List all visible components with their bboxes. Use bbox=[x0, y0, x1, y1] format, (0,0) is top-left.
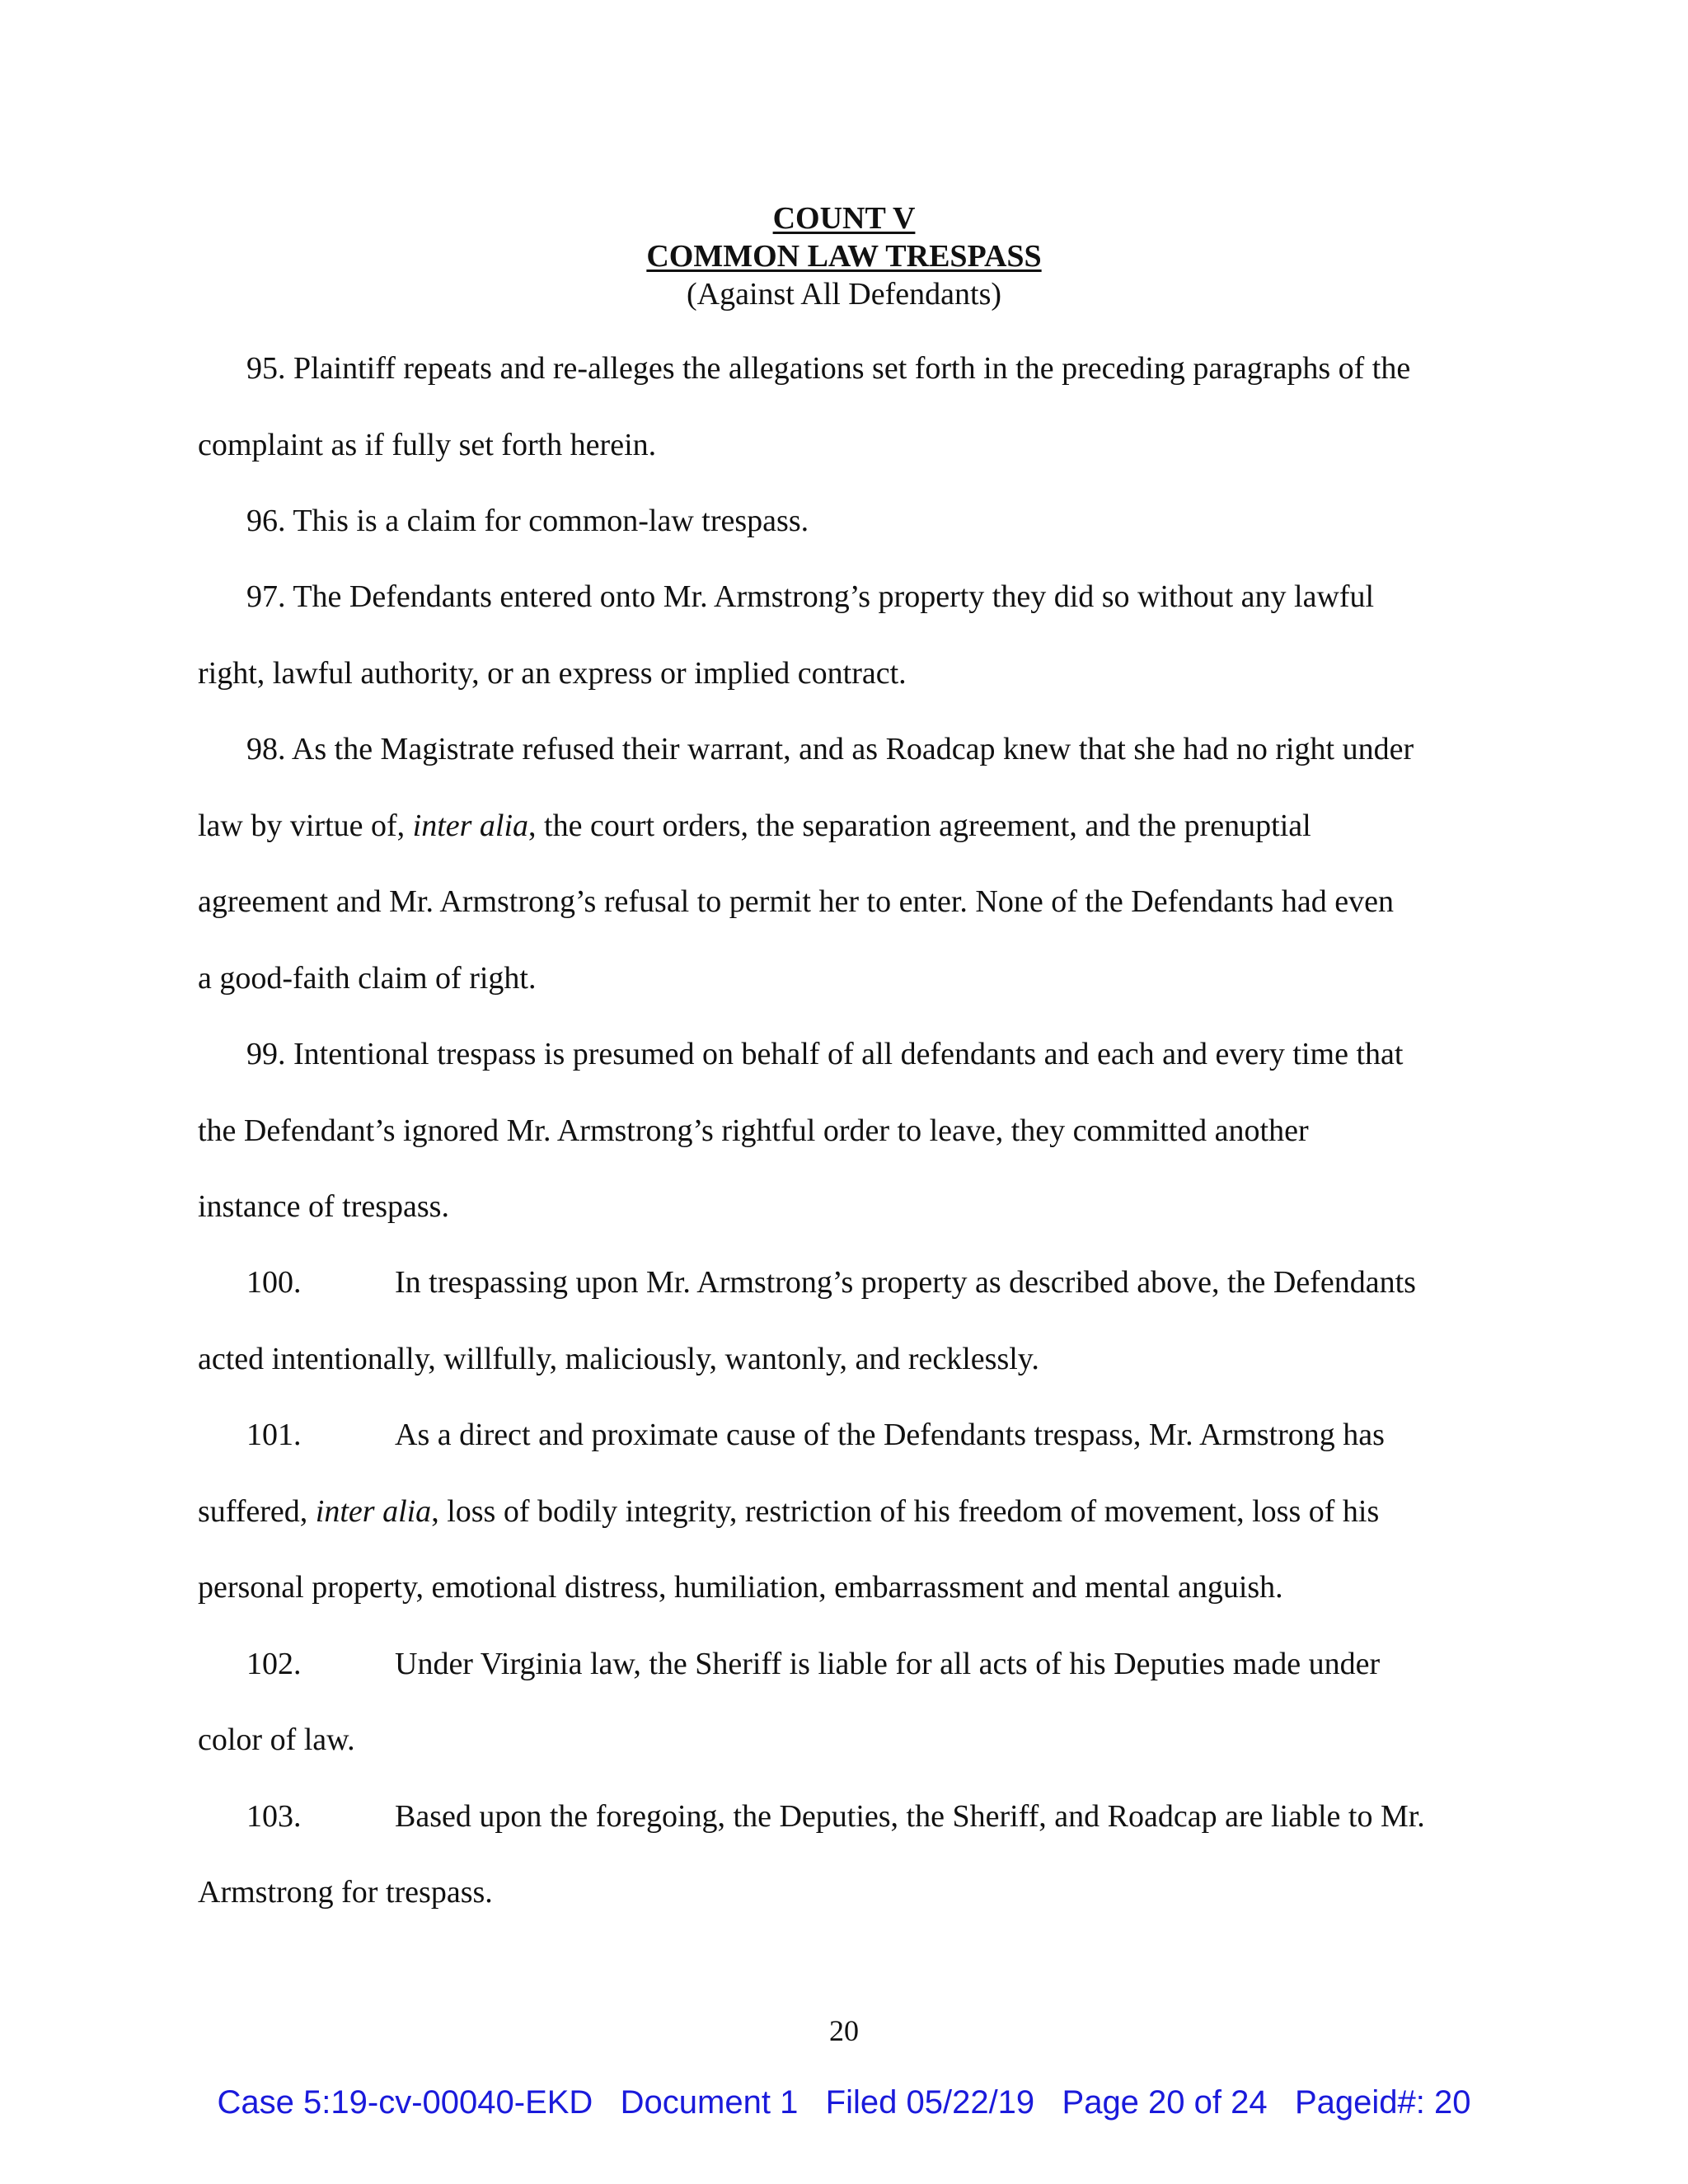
paragraph-100-line-2: acted intentionally, willfully, maliciously, wantonly, and recklessly. bbox=[198, 1342, 1039, 1376]
paragraph-101-italic-phrase: inter alia bbox=[315, 1494, 432, 1529]
paragraph-101-line-2-end: , loss of bodily integrity, restriction of his freedom of movement, loss of his bbox=[431, 1494, 1380, 1529]
paragraph-99-line-1: 99. Intentional trespass is presumed on behalf of all defendants and each and every time that bbox=[246, 1037, 1404, 1071]
paragraph-96-line-1: 96. This is a claim for common-law trespass. bbox=[246, 504, 809, 538]
paragraph-100-number: 100. bbox=[246, 1265, 302, 1300]
paragraph-101-number: 101. bbox=[246, 1418, 302, 1452]
paragraph-101-line-2-start: suffered, bbox=[198, 1494, 316, 1529]
count-number: COUNT V bbox=[772, 201, 916, 236]
paragraph-103-line-2: Armstrong for trespass. bbox=[198, 1875, 493, 1910]
paragraph-98-line-1: 98. As the Magistrate refused their warrant, and as Roadcap knew that she had no right under bbox=[246, 732, 1414, 766]
paragraph-102-text: Under Virginia law, the Sheriff is liable for all acts of his Deputies made under bbox=[395, 1647, 1381, 1681]
paragraph-103-number: 103. bbox=[246, 1799, 302, 1834]
paragraph-101-text: As a direct and proximate cause of the Defendants trespass, Mr. Armstrong has bbox=[395, 1418, 1385, 1452]
paragraph-98-line-4: a good-faith claim of right. bbox=[198, 961, 537, 996]
paragraph-101-line-2 bbox=[198, 1493, 1379, 1530]
paragraph-98-line-2 bbox=[198, 807, 1311, 845]
paragraph-101-line-3: personal property, emotional distress, humiliation, embarrassment and mental anguish. bbox=[198, 1570, 1283, 1605]
paragraph-103-text: Based upon the foregoing, the Deputies, the Sheriff, and Roadcap are liable to Mr. bbox=[395, 1799, 1425, 1834]
count-subtitle: (Against All Defendants) bbox=[686, 277, 1002, 312]
paragraph-100-text: In trespassing upon Mr. Armstrong’s property as described above, the Defendants bbox=[395, 1265, 1416, 1300]
paragraph-99-line-3: instance of trespass. bbox=[198, 1189, 449, 1224]
case-filing-footer: Case 5:19-cv-00040-EKD Document 1 Filed 05/22/19 Page 20 of 24 Pageid#: 20 bbox=[217, 2084, 1471, 2121]
paragraph-98-line-2-end: , the court orders, the separation agreement, and the prenuptial bbox=[528, 808, 1311, 843]
count-title-heading bbox=[0, 237, 1688, 275]
paragraph-102-number: 102. bbox=[246, 1647, 302, 1681]
paragraph-102-line-1 bbox=[246, 1645, 1380, 1683]
paragraph-98-line-3: agreement and Mr. Armstrong’s refusal to permit her to enter. None of the Defendants had even bbox=[198, 884, 1394, 919]
paragraph-97-line-2: right, lawful authority, or an express or implied contract. bbox=[198, 656, 907, 691]
paragraph-100-line-1 bbox=[246, 1263, 1416, 1301]
paragraph-102-line-2: color of law. bbox=[198, 1722, 355, 1757]
paragraph-98-line-2-start: law by virtue of, bbox=[198, 808, 413, 843]
paragraph-103-line-1 bbox=[246, 1797, 1425, 1835]
paragraph-98-italic-phrase: inter alia bbox=[412, 808, 529, 843]
paragraph-99-line-2: the Defendant’s ignored Mr. Armstrong’s rightful order to leave, they committed another bbox=[198, 1113, 1309, 1148]
paragraph-97-line-1: 97. The Defendants entered onto Mr. Armstrong’s property they did so without any lawful bbox=[246, 579, 1375, 614]
count-title: COMMON LAW TRESPASS bbox=[646, 239, 1042, 274]
page-number: 20 bbox=[829, 2014, 859, 2047]
count-heading bbox=[0, 199, 1688, 237]
paragraph-95-line-2: complaint as if fully set forth herein. bbox=[198, 428, 657, 462]
paragraph-101-line-1 bbox=[246, 1416, 1385, 1454]
paragraph-95-line-1: 95. Plaintiff repeats and re-alleges the allegations set forth in the preceding paragraphs of the bbox=[246, 351, 1411, 386]
